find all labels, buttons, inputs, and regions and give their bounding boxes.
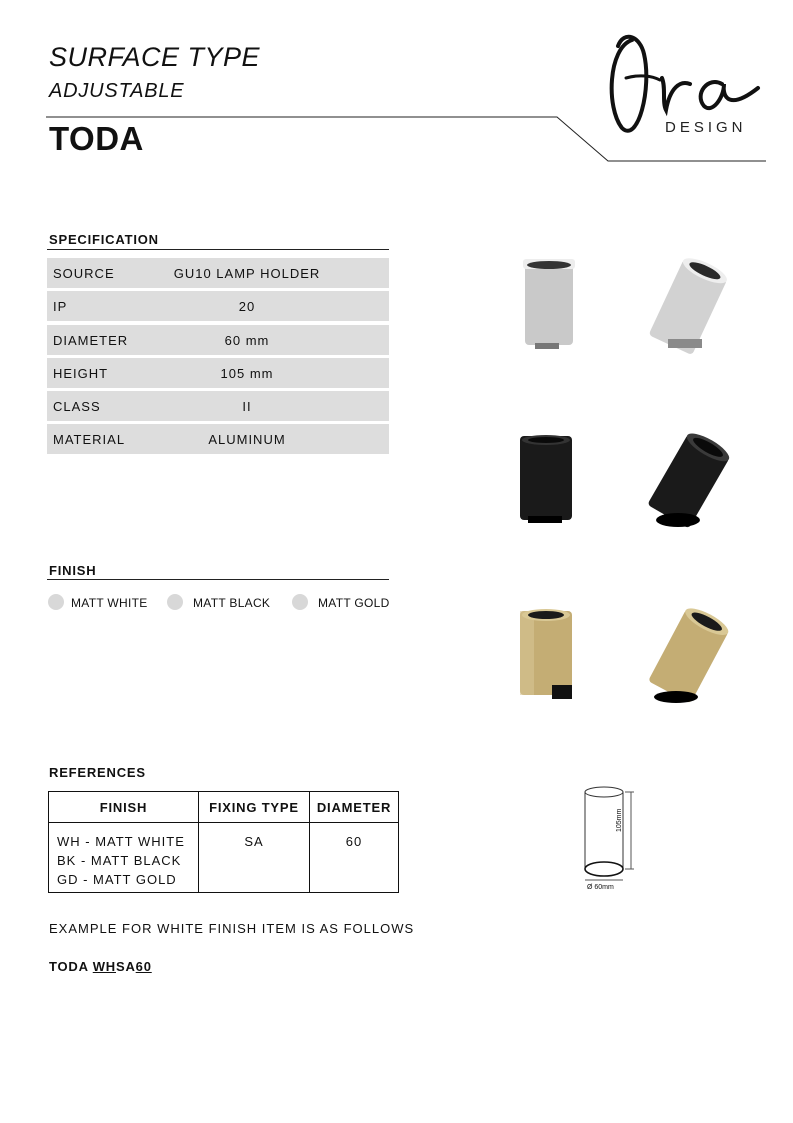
- finish-codes-cell: [49, 823, 199, 893]
- diameter-cell: 60: [310, 823, 399, 893]
- spec-value: 60 mm: [224, 333, 270, 348]
- gold-straight-lamp-image: [512, 605, 582, 705]
- logo-subtext: DESIGN: [665, 119, 747, 136]
- finish-option-label: MATT GOLD: [318, 596, 390, 610]
- code-diameter: 60: [135, 959, 152, 974]
- finish-rule: [47, 579, 389, 580]
- specification-heading: SPECIFICATION: [49, 232, 159, 247]
- finish-heading: FINISH: [49, 563, 97, 578]
- product-title: TODA: [49, 120, 144, 157]
- spec-row-ip: [47, 291, 389, 321]
- black-tilted-lamp-image: [640, 430, 735, 535]
- code-finish: WH: [92, 959, 116, 974]
- table-header-row: [49, 792, 399, 823]
- finish-option-label: MATT WHITE: [71, 596, 148, 610]
- references-table: [48, 791, 399, 893]
- matt-gold-swatch: [292, 594, 308, 610]
- spec-value: ALUMINUM: [208, 432, 286, 447]
- example-note: EXAMPLE FOR WHITE FINISH ITEM IS AS FOLLOWS: [49, 921, 415, 936]
- brand-logo: [600, 18, 770, 143]
- code-fixing: SA: [116, 959, 136, 974]
- subcategory-title: ADJUSTABLE: [49, 80, 185, 102]
- white-tilted-lamp-image: [640, 255, 735, 360]
- category-title: SURFACE TYPE: [49, 42, 261, 72]
- spec-label: DIAMETER: [53, 333, 129, 348]
- finish-option-label: MATT BLACK: [193, 596, 271, 610]
- spec-value: 20: [238, 299, 256, 314]
- dimension-drawing: [580, 780, 650, 898]
- finish-code: GD - MATT GOLD: [57, 872, 177, 887]
- spec-label: SOURCE: [53, 266, 115, 281]
- gold-tilted-lamp-image: [640, 605, 735, 710]
- finish-code: WH - MATT WHITE: [57, 834, 185, 849]
- white-straight-lamp-image: [515, 255, 585, 355]
- spec-row-material: [47, 424, 389, 454]
- matt-white-swatch: [48, 594, 64, 610]
- fixing-type-cell: SA: [199, 823, 310, 893]
- column-header: FIXING TYPE: [199, 792, 310, 823]
- spec-row-source: [47, 258, 389, 288]
- column-header: DIAMETER: [310, 792, 399, 823]
- code-prefix: TODA: [49, 959, 93, 974]
- spec-value: II: [242, 399, 252, 414]
- spec-row-height: [47, 358, 389, 388]
- spec-label: HEIGHT: [53, 366, 109, 381]
- spec-row-diameter: [47, 325, 389, 355]
- height-dimension-label: 105mm: [616, 808, 623, 832]
- example-product-code: [49, 959, 152, 974]
- spec-value: GU10 LAMP HOLDER: [173, 266, 321, 281]
- spec-label: IP: [53, 299, 68, 314]
- spec-row-class: [47, 391, 389, 421]
- spec-label: MATERIAL: [53, 432, 126, 447]
- column-header: FINISH: [49, 792, 199, 823]
- references-heading: REFERENCES: [49, 765, 146, 780]
- spec-value: 105 mm: [220, 366, 274, 381]
- table-row: [49, 823, 399, 893]
- matt-black-swatch: [167, 594, 183, 610]
- specification-rule: [47, 249, 389, 250]
- finish-code: BK - MATT BLACK: [57, 853, 182, 868]
- black-straight-lamp-image: [512, 430, 582, 530]
- diameter-dimension-label: Ø 60mm: [587, 884, 614, 891]
- spec-label: CLASS: [53, 399, 101, 414]
